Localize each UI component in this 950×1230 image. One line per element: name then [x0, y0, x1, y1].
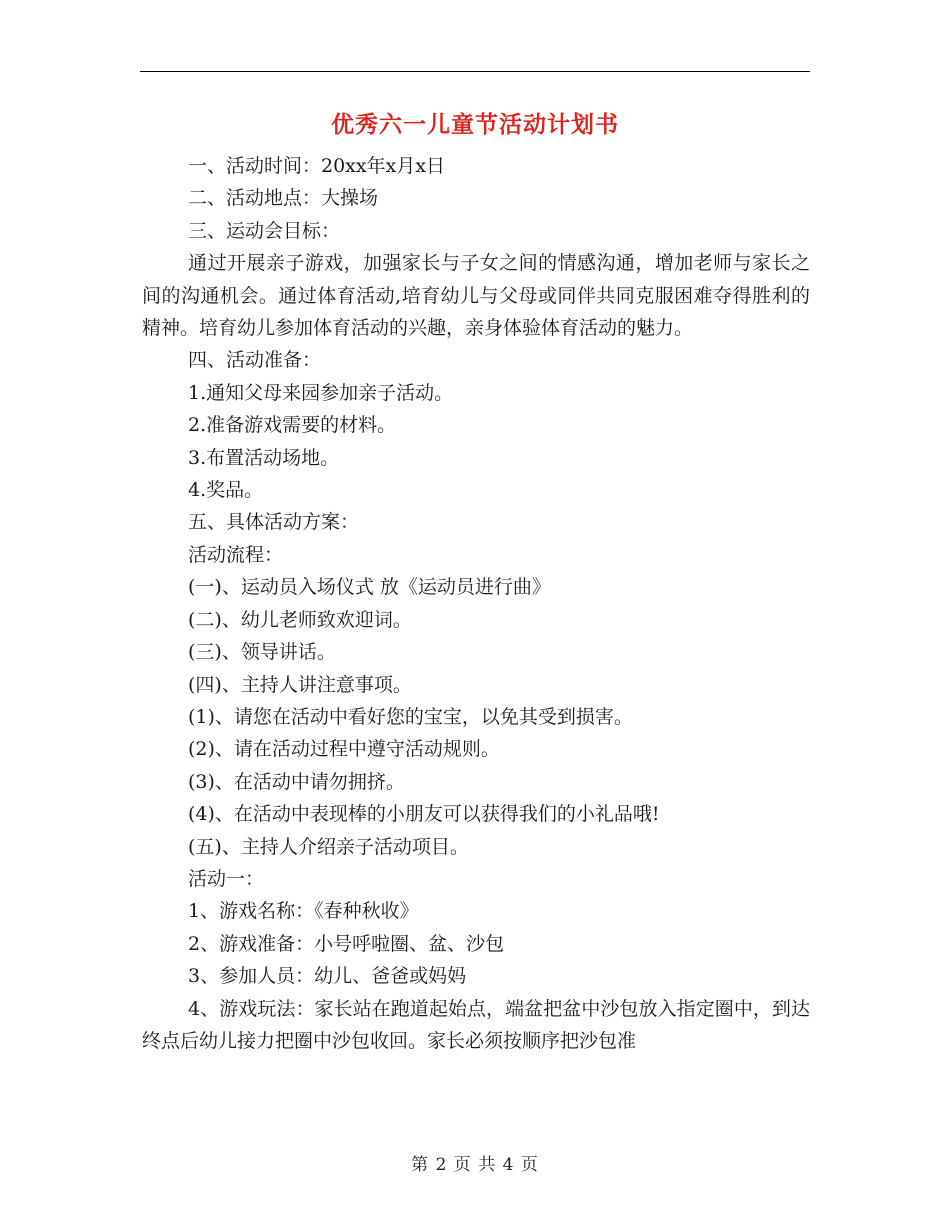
list-item: (四)、主持人讲注意事项。 — [188, 673, 412, 696]
list-item: (2)、请在活动过程中遵守活动规则。 — [188, 738, 500, 761]
page-number: 第 2 页 共 4 页 — [411, 1155, 539, 1175]
list-item: 4.奖品。 — [188, 479, 264, 502]
header-rule — [140, 71, 810, 72]
document-title: 优秀六一儿童节活动计划书 — [331, 111, 619, 138]
list-item: (3)、在活动中请勿拥挤。 — [188, 770, 405, 793]
paragraph-activity-time: 一、活动时间：20xx年x月x日 — [188, 155, 446, 177]
list-item: (一)、运动员入场仪式 放《运动员进行曲》 — [188, 576, 551, 599]
list-item: 3、参加人员：幼儿、爸爸或妈妈 — [188, 965, 467, 988]
paragraph-process-heading: 活动流程： — [188, 543, 284, 566]
paragraph-game-rules: 4、游戏玩法：家长站在跑道起始点，端盆把盆中沙包放入指定圈中，到达终点后幼儿接力把圈中沙包收回。家长必须按顺序把沙包准 — [142, 997, 810, 1052]
paragraph-activity-one-heading: 活动一： — [188, 867, 265, 890]
list-item: 1、游戏名称：《春种秋收》 — [188, 900, 419, 923]
list-item: (三)、领导讲话。 — [188, 641, 336, 664]
document-body — [142, 150, 810, 1057]
list-item: (1)、请您在活动中看好您的宝宝，以免其受到损害。 — [188, 705, 633, 728]
list-item: 3.布置活动场地。 — [188, 446, 340, 469]
list-item: 1.通知父母来园参加亲子活动。 — [188, 381, 454, 404]
paragraph-goal-body: 通过开展亲子游戏，加强家长与子女之间的情感沟通，增加老师与家长之间的沟通机会。通过体育活动,培育幼儿与父母或同伴共同克服困难夺得胜利的精神。培育幼儿参加体育活动的兴趣，亲身体验体育活动的魅力。 — [142, 252, 810, 340]
paragraph-goal-heading: 三、运动会目标： — [188, 219, 341, 242]
list-item: (4)、在活动中表现棒的小朋友可以获得我们的小礼品哦! — [188, 803, 660, 826]
list-item: (五)、主持人介绍亲子活动项目。 — [188, 835, 469, 858]
list-item: 2、游戏准备：小号呼啦圈、盆、沙包 — [188, 932, 505, 955]
list-item: (二)、幼儿老师致欢迎词。 — [188, 608, 412, 631]
paragraph-plan-heading: 五、具体活动方案： — [188, 511, 360, 534]
paragraph-activity-location: 二、活动地点：大操场 — [188, 187, 379, 210]
paragraph-preparation-heading: 四、活动准备： — [188, 349, 322, 372]
list-item: 2.准备游戏需要的材料。 — [188, 414, 397, 437]
